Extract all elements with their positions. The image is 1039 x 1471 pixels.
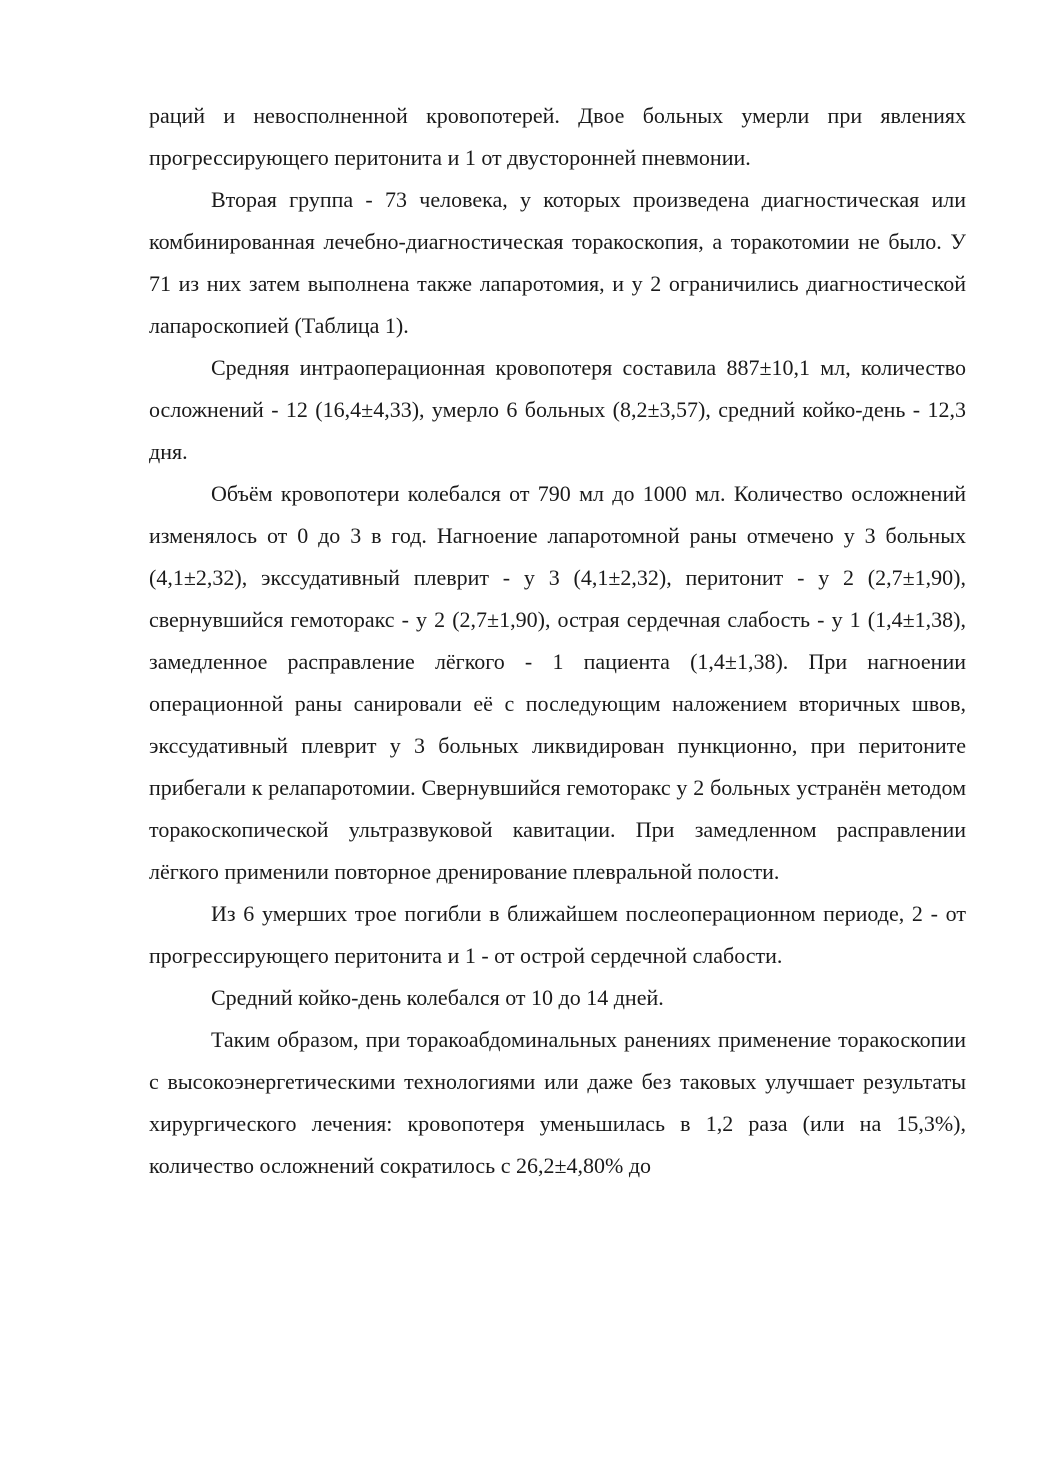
body-text	[149, 95, 966, 1187]
paragraph-4: Объём кровопотери колебался от 790 мл до 1000 мл. Количество осложнений изменялось от 0 до 3 в год. Нагноение лапаротомной раны отмечено у 3 больных (4,1±2,32), экссудативный плеврит - у 3 (4,1±2,32), перитонит - у 2 (2,7±1,90), свернувшийся гемоторакс - у 2 (2,7±1,90), острая сердечная слабость - у 1 (1,4±1,38), замедленное расправление лёгкого - 1 пациента (1,4±1,38). При нагноении операционной раны санировали её с последующим наложением вторичных швов, экссудативный плеврит у 3 больных ликвидирован пункционно, при перитоните прибегали к релапаротомии. Свернувшийся гемоторакс у 2 больных устранён методом торакоскопической ультразвуковой кавитации. При замедленном расправлении лёгкого применили повторное дренирование плевральной полости.	[149, 481, 966, 884]
paragraph-1: раций и невосполненной кровопотерей. Двое больных умерли при явлениях прогрессирующего перитонита и 1 от двусторонней пневмонии.	[149, 103, 966, 170]
paragraph-7: Таким образом, при торакоабдоминальных ранениях применение торакоскопии с высокоэнергетическими технологиями или даже без таковых улучшает результаты хирургического лечения: кровопотеря уменьшилась в 1,2 раза (или на 15,3%), количество осложнений сократилось с 26,2±4,80% до	[149, 1027, 966, 1178]
paragraph-6: Средний койко-день колебался от 10 до 14 дней.	[211, 985, 664, 1010]
paragraph-3: Средняя интраоперационная кровопотеря составила 887±10,1 мл, количество осложнений - 12 (16,4±4,33), умерло 6 больных (8,2±3,57), средний койко-день - 12,3 дня.	[149, 355, 966, 464]
paragraph-5: Из 6 умерших трое погибли в ближайшем послеоперационном периоде, 2 - от прогрессирующего перитонита и 1 - от острой сердечной слабости.	[149, 901, 966, 968]
paragraph-2: Вторая группа - 73 человека, у которых произведена диагностическая или комбинированная лечебно-диагностическая торакоскопия, а торакотомии не было. У 71 из них затем выполнена также лапаротомия, и у 2 ограничились диагностической лапароскопией (Таблица 1).	[149, 187, 966, 338]
